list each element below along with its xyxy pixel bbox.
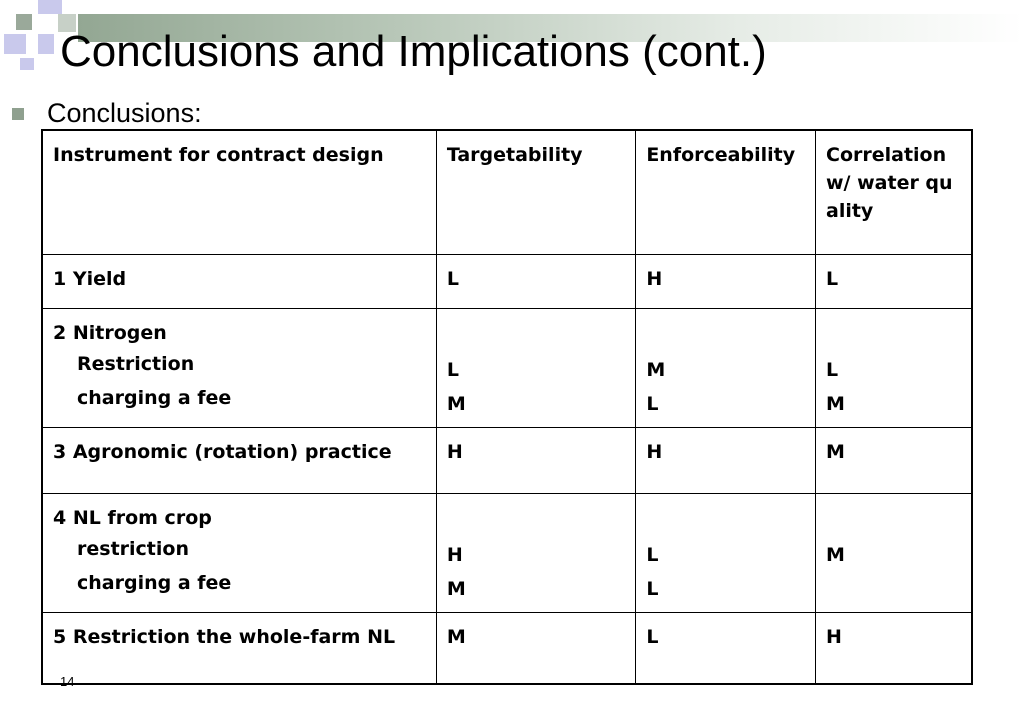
cell-instrument <box>42 308 436 427</box>
conclusions-table <box>41 129 973 685</box>
instrument-sub-item: charging a fee <box>77 386 232 409</box>
value: L <box>646 577 659 600</box>
header-correlation: Correlation w/ water quality <box>816 130 973 254</box>
cell-enforceability: H <box>636 427 816 493</box>
instrument-sub-item: restriction <box>77 537 189 560</box>
value: L <box>446 358 459 381</box>
cell-targetability: M <box>436 612 635 684</box>
value: H <box>446 543 463 566</box>
value: M <box>826 543 845 566</box>
cell-targetability: L <box>436 254 635 308</box>
cell-instrument: 5 Restriction the whole-farm NL <box>42 612 436 684</box>
table-row <box>42 254 972 308</box>
cell-instrument <box>42 493 436 612</box>
table-header-row <box>42 130 972 254</box>
cell-correlation <box>816 308 973 427</box>
value: L <box>826 358 839 381</box>
table-row <box>42 427 972 493</box>
instrument-sub-item: charging a fee <box>77 571 232 594</box>
bullet-square-icon <box>12 108 24 120</box>
value: M <box>446 392 466 415</box>
value: M <box>646 358 666 381</box>
slide-title: Conclusions and Implications (cont.) <box>60 27 767 76</box>
cell-targetability <box>436 308 635 427</box>
value: L <box>646 543 659 566</box>
table-row <box>42 612 972 684</box>
cell-targetability: H <box>436 427 635 493</box>
cell-enforceability <box>636 493 816 612</box>
cell-instrument: 3 Agronomic (rotation) practice <box>42 427 436 493</box>
cell-correlation: H <box>816 612 973 684</box>
cell-instrument: 1 Yield <box>42 254 436 308</box>
value: L <box>646 392 659 415</box>
header-targetability: Targetability <box>436 130 635 254</box>
page-number: 14 <box>60 674 75 689</box>
cell-correlation: M <box>816 427 973 493</box>
header-instrument: Instrument for contract design <box>42 130 436 254</box>
cell-correlation <box>816 493 973 612</box>
table-row <box>42 493 972 612</box>
instrument-label: 4 NL from crop <box>53 506 212 529</box>
instrument-sub-item: Restriction <box>77 352 195 375</box>
value: M <box>826 392 845 415</box>
cell-enforceability <box>636 308 816 427</box>
cell-enforceability: H <box>636 254 816 308</box>
table-row <box>42 308 972 427</box>
bullet-text: Conclusions: <box>47 98 202 128</box>
cell-correlation: L <box>816 254 973 308</box>
value: M <box>446 577 466 600</box>
cell-enforceability: L <box>636 612 816 684</box>
cell-targetability <box>436 493 635 612</box>
header-enforceability: Enforceability <box>636 130 816 254</box>
instrument-label: 2 Nitrogen <box>53 321 167 344</box>
